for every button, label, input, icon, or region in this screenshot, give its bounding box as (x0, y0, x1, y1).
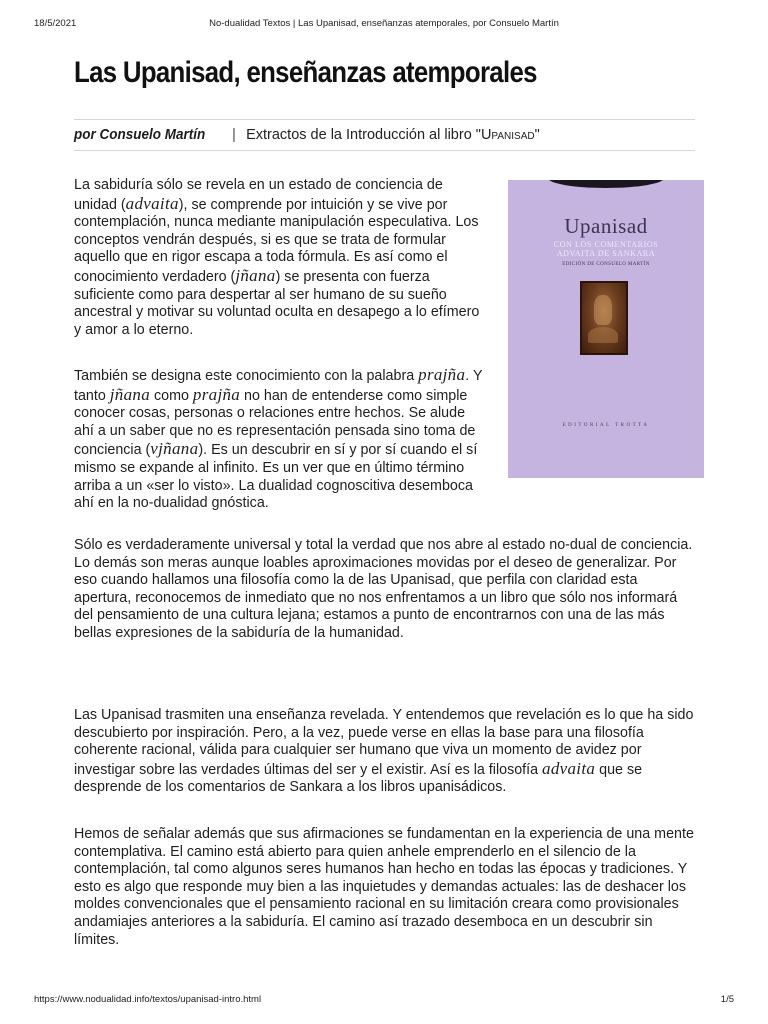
paragraph-text: ), se comprende por intuición y se vive por contemplación, nunca mediante manipulación especulativa. Los conceptos vendrán después, si es que se trata de formular aquello que en rigor escapa a toda fórmula. Es así como el conocimiento verdadero ( (74, 196, 479, 285)
article-title: Las Upanisad, enseñanzas atemporales (74, 56, 537, 89)
byline-top-divider (74, 119, 695, 120)
byline (74, 126, 540, 143)
book-cover-edition: EDICIÓN DE CONSUELO MARTÍN (562, 262, 650, 267)
paragraph-text: Sólo es verdaderamente universal y total la verdad que nos abre al estado no-dual de conciencia. Lo demás son meras aunque loables aproximaciones movidas por el deseo de generalizar. Por eso cuando hallamos una filosofía como la de las Upanisad, que perfila con claridad esta apertura, reconocemos de inmediato que no nos enfrentamos a un libro que sólo nos informará del pensamiento de una cultura lejana; estamos a punto de encontrarnos con una de las más bellas expresiones de la sabiduría de la humanidad. (74, 537, 693, 641)
paragraph-text: como (150, 387, 193, 404)
sanskrit-term: vjñana (150, 439, 199, 459)
paragraph (74, 366, 484, 513)
print-page-number: 1/5 (720, 994, 734, 1005)
sanskrit-term: jñana (109, 384, 151, 404)
source-book-title: Upanisad (480, 127, 535, 143)
source-close-quote: " (534, 127, 540, 143)
byline-separator: | (232, 126, 236, 143)
paragraph-text: no han de entenderse como simple conocer cosas, personas o relaciones entre hechos. Se alude ahí a un saber que no es representación pensada sino toma de conciencia ( (74, 387, 476, 459)
byline-bottom-divider (74, 150, 695, 151)
book-cover-image (508, 180, 704, 478)
book-cover-subtitle-line2: ADVAITA DE SANKARA (556, 249, 656, 258)
paragraph-text: Las Upanisad trasmiten una enseñanza revelada. Y entendemos que revelación es lo que ha sido descubierto por inspiración. Pero, a la vez, puede verse en ellas la base para una filosofía coherente racional, válida para cualquier ser humano que viva un momento de avidez por investigar sobre las verdades últimas del ser y el existir. Así es la filosofía (74, 707, 694, 778)
paragraph-text: . Y tanto (74, 368, 483, 404)
book-cover-arc (548, 180, 664, 188)
print-date: 18/5/2021 (34, 18, 77, 29)
source-text: Extractos de la Introducción al libro " (246, 127, 481, 143)
sanskrit-term: advaita (542, 758, 596, 778)
book-cover-subtitle-line1: CON LOS COMENTARIOS (553, 240, 659, 249)
paragraph-text: También se designa este conocimiento con la palabra (74, 368, 419, 384)
sanskrit-term: prajña (418, 365, 466, 384)
book-cover-subtitle (508, 240, 704, 258)
sanskrit-term: jñana (235, 265, 276, 285)
paragraph-text: que se desprende de los comentarios de Sankara a los libros upanisádicos. (74, 761, 643, 796)
sanskrit-term: advaita (125, 193, 179, 213)
author-name: por Consuelo Martín (74, 126, 206, 143)
paragraph (74, 707, 696, 797)
print-url: https://www.nodualidad.info/textos/upanisad-intro.html (34, 994, 262, 1005)
paragraph-text: ). Es un descubrir en sí y por sí cuando el sí mismo se expande al infinito. Es un ver que en último término arriba a un «ser lo visto». La dualidad cognoscitiva desemboca ahí en la no-dualidad gnóstica. (74, 442, 478, 512)
paragraph-text: La sabiduría sólo se revela en un estado de conciencia de unidad ( (74, 177, 443, 213)
paragraph (74, 826, 696, 949)
paragraph (74, 177, 484, 339)
sanskrit-term: prajña (192, 384, 241, 404)
book-cover-title: Upanisad (564, 214, 648, 238)
source-note (246, 127, 540, 143)
book-cover-publisher: EDITORIAL TROTTA (562, 423, 650, 428)
paragraph-text: Hemos de señalar además que sus afirmaciones se fundamentan en la experiencia de una mente contemplativa. El camino está abierto para quien anhele emprenderlo en el silencio de la contemplación, tal como algunos seres humanos han hecho en todas las épocas y tradiciones. Y esto es algo que responde muy bien a las inquietudes y demandas actuales: las de deshacer los moldes convencionales que el pensamiento racional en su limitación creara como provisionales andamiajes anteriores a la sabiduría. El camino así trazado desemboca en un descubrir sin límites. (74, 826, 694, 948)
book-cover-artwork (580, 281, 628, 355)
print-page-title: No-dualidad Textos | Las Upanisad, enseñanzas atemporales, por Consuelo Martín (209, 18, 559, 29)
paragraph-text: ) se presenta con fuerza suficiente como para despertar al ser humano de su sueño ancestral y motivar su voluntad oculta en desapego a lo efímero y amor a lo eterno. (74, 268, 480, 338)
paragraph (74, 537, 696, 643)
